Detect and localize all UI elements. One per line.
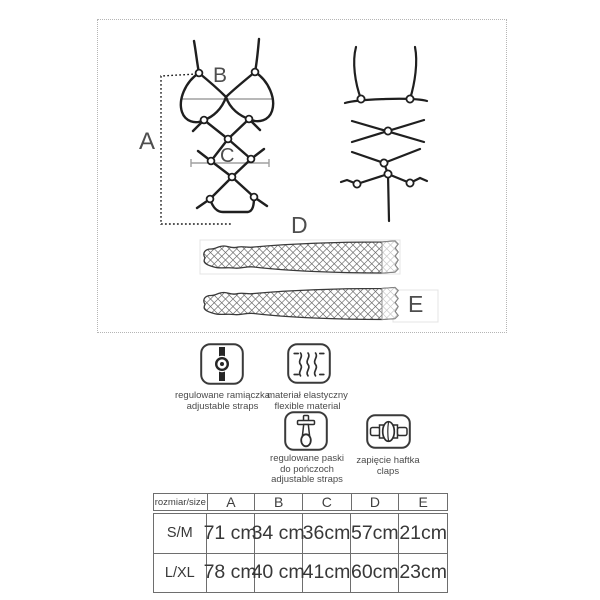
measure-label-c: C (220, 145, 235, 167)
garter-clip-icon (284, 411, 328, 456)
caption-line: zapięcie haftka (356, 455, 420, 466)
size-table-corner-label: rozmiar/size (154, 494, 208, 510)
elastic-material-icon (287, 343, 331, 389)
size-row-sm (154, 514, 447, 553)
measure-label-a: A (139, 128, 156, 155)
size-cell-a: 71 cm (207, 514, 255, 553)
caption-line: regulowane ramiączka (174, 390, 271, 401)
measure-label-d: D (291, 212, 308, 238)
strap-slider-icon (200, 343, 244, 390)
fishnet-stocking (204, 241, 398, 273)
size-cell-d: 57cm (351, 514, 399, 553)
caption-line: do pończoch (280, 463, 334, 475)
caption-line: flexible material (274, 400, 341, 412)
caption-line: adjustable straps (186, 400, 259, 412)
garment-line-art (98, 20, 508, 334)
size-table-column-e: E (418, 494, 428, 510)
size-row-label: S/M (154, 514, 207, 553)
measurement-diagram (97, 19, 507, 333)
size-cell-e: 21cm (399, 521, 447, 544)
size-table-column-d: D (352, 494, 400, 510)
caption-line: materiał elastyczny (267, 390, 348, 401)
size-table-column-c: C (303, 494, 352, 510)
size-row-lxl (154, 553, 447, 593)
feature-caption-clasp (338, 456, 438, 477)
size-cell-b: 40 cm (255, 554, 303, 593)
caption-line: claps (376, 465, 400, 477)
size-cell-d: 60cm (351, 554, 399, 593)
size-table-column-b: B (255, 494, 303, 510)
teddy-back-view (341, 47, 427, 221)
size-table-header (153, 493, 448, 511)
hook-clasp-icon (366, 414, 411, 454)
size-cell-c: 36cm (303, 514, 352, 553)
size-table-column-a: A (208, 494, 256, 510)
size-row-label: L/XL (154, 554, 207, 593)
size-table-body (153, 513, 448, 593)
caption-line: adjustable straps (271, 474, 343, 485)
size-cell-c: 41cm (303, 554, 352, 593)
back-ring-details (353, 95, 413, 187)
size-cell-e: 23cm (399, 561, 447, 584)
caption-line: regulowane paski (270, 453, 344, 464)
measure-label-e: E (408, 291, 424, 317)
size-cell-b: 34 cm (255, 514, 303, 553)
size-cell-a: 78 cm (207, 554, 255, 593)
feature-caption-flexible-material (240, 391, 375, 412)
measure-label-b: B (213, 64, 228, 87)
